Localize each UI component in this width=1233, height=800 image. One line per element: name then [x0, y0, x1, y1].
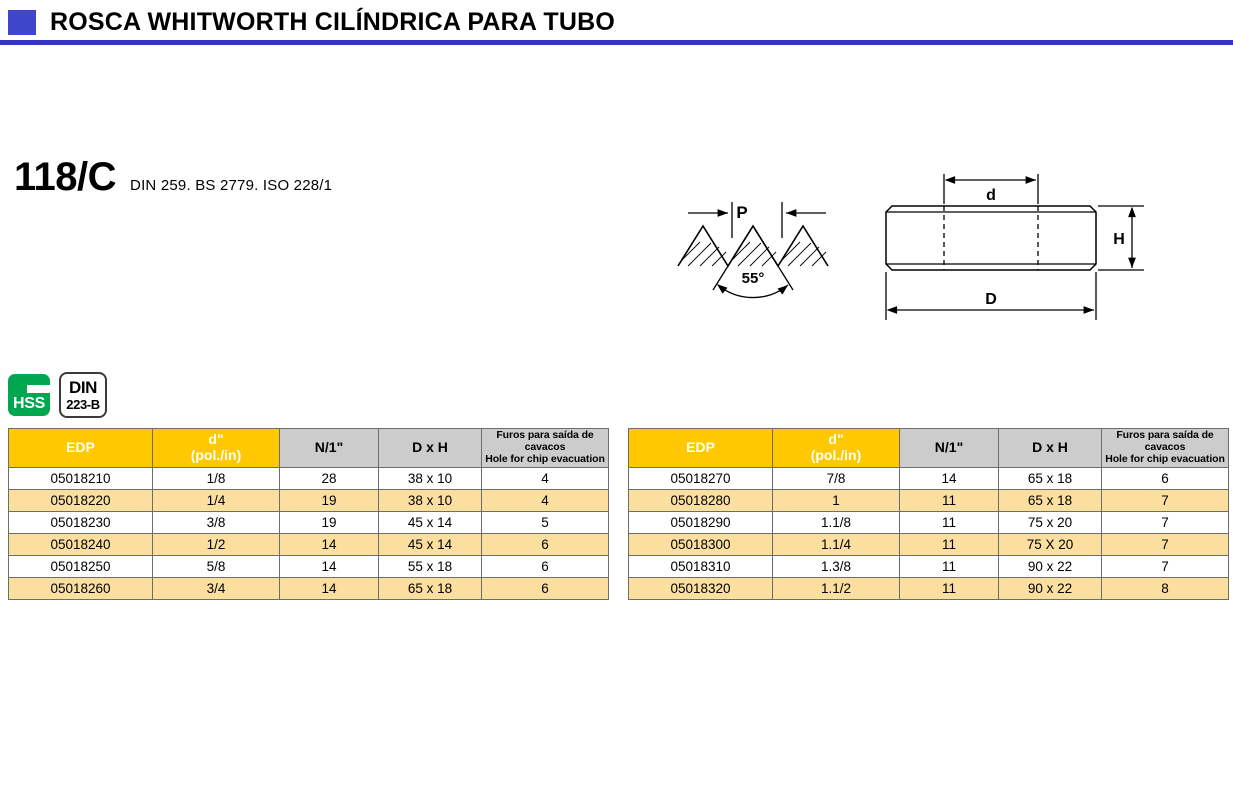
- cell-diameter: 1.3/8: [773, 556, 900, 578]
- cell-diameter: 1.1/2: [773, 578, 900, 600]
- table-body: [9, 468, 609, 600]
- spec-table-right: [628, 428, 1229, 600]
- cell-dimensions: 75 x 20: [999, 512, 1102, 534]
- din-label: DIN: [68, 378, 98, 397]
- table-header-row: [629, 429, 1229, 468]
- cell-dimensions: 55 x 18: [379, 556, 482, 578]
- table-body: [629, 468, 1229, 600]
- column-header-dimensions: D x H: [999, 429, 1102, 468]
- cell-threads: 14: [900, 468, 999, 490]
- cell-dimensions: 38 x 10: [379, 468, 482, 490]
- technical-drawings: [670, 160, 1190, 340]
- column-header-dimensions: D x H: [379, 429, 482, 468]
- table-row: [9, 556, 609, 578]
- cell-diameter: 3/4: [153, 578, 280, 600]
- cell-holes: 7: [1102, 490, 1229, 512]
- cell-edp: 05018280: [629, 490, 773, 512]
- cell-holes: 6: [482, 578, 609, 600]
- column-header-diameter-line2: (pol./in): [190, 447, 242, 463]
- table-row: [9, 490, 609, 512]
- din-badge: [59, 372, 107, 418]
- cell-dimensions: 90 x 22: [999, 578, 1102, 600]
- cell-edp: 05018270: [629, 468, 773, 490]
- cell-diameter: 1/4: [153, 490, 280, 512]
- product-code: 118/C: [14, 155, 117, 199]
- cell-threads: 11: [900, 556, 999, 578]
- table-header: [9, 429, 609, 468]
- inner-diameter-label: d: [986, 187, 996, 204]
- die-body-drawing: [886, 174, 1144, 320]
- pitch-label: P: [736, 203, 748, 222]
- cell-holes: 8: [1102, 578, 1229, 600]
- cell-edp: 05018210: [9, 468, 153, 490]
- table-row: [629, 556, 1229, 578]
- cell-diameter: 1.1/4: [773, 534, 900, 556]
- cell-edp: 05018260: [9, 578, 153, 600]
- table-row: [9, 468, 609, 490]
- column-header-threads: N/1": [280, 429, 379, 468]
- cell-threads: 14: [280, 578, 379, 600]
- cell-diameter: 1: [773, 490, 900, 512]
- cell-diameter: 1.1/8: [773, 512, 900, 534]
- cell-threads: 11: [900, 534, 999, 556]
- column-header-holes: [1102, 429, 1229, 468]
- cell-threads: 14: [280, 534, 379, 556]
- cell-holes: 7: [1102, 512, 1229, 534]
- cell-edp: 05018320: [629, 578, 773, 600]
- cell-dimensions: 38 x 10: [379, 490, 482, 512]
- table-row: [629, 578, 1229, 600]
- cell-edp: 05018240: [9, 534, 153, 556]
- cell-diameter: 3/8: [153, 512, 280, 534]
- cell-threads: 14: [280, 556, 379, 578]
- cell-edp: 05018250: [9, 556, 153, 578]
- column-header-threads: N/1": [900, 429, 999, 468]
- cell-holes: 7: [1102, 556, 1229, 578]
- cell-holes: 6: [482, 556, 609, 578]
- cell-dimensions: 45 x 14: [379, 534, 482, 556]
- outer-diameter-label: D: [985, 291, 997, 308]
- column-header-diameter-line1: d": [828, 431, 844, 448]
- table-row: [629, 534, 1229, 556]
- table-row: [9, 578, 609, 600]
- cell-holes: 6: [1102, 468, 1229, 490]
- height-label: H: [1113, 231, 1125, 248]
- cell-dimensions: 75 X 20: [999, 534, 1102, 556]
- column-header-diameter: [153, 429, 280, 468]
- page-title: ROSCA WHITWORTH CILÍNDRICA PARA TUBO: [50, 8, 616, 36]
- cell-edp: 05018290: [629, 512, 773, 534]
- table-row: [629, 468, 1229, 490]
- hss-notch: [27, 385, 50, 393]
- cell-holes: 4: [482, 468, 609, 490]
- column-header-holes-line1: Furos para saída de cavacos: [1116, 429, 1214, 454]
- cell-holes: 6: [482, 534, 609, 556]
- cell-diameter: 7/8: [773, 468, 900, 490]
- cell-dimensions: 65 x 18: [999, 468, 1102, 490]
- cell-holes: 7: [1102, 534, 1229, 556]
- column-header-edp: EDP: [629, 429, 773, 468]
- hss-label: HSS: [13, 395, 45, 412]
- table-row: [9, 512, 609, 534]
- product-standards: DIN 259. BS 2779. ISO 228/1: [130, 177, 333, 194]
- table-header-row: [9, 429, 609, 468]
- column-header-diameter-line2: (pol./in): [810, 447, 862, 463]
- cell-diameter: 5/8: [153, 556, 280, 578]
- cell-dimensions: 65 x 18: [999, 490, 1102, 512]
- cell-edp: 05018310: [629, 556, 773, 578]
- cell-edp: 05018230: [9, 512, 153, 534]
- cell-edp: 05018300: [629, 534, 773, 556]
- cell-diameter: 1/2: [153, 534, 280, 556]
- badge-group: [8, 372, 107, 418]
- cell-dimensions: 65 x 18: [379, 578, 482, 600]
- page-header: [0, 0, 1233, 52]
- table-header: [629, 429, 1229, 468]
- thread-angle-label: 55°: [741, 270, 765, 287]
- cell-diameter: 1/8: [153, 468, 280, 490]
- hss-badge: [8, 374, 50, 416]
- cell-edp: 05018220: [9, 490, 153, 512]
- column-header-diameter-line1: d": [208, 431, 224, 448]
- product-code-block: [14, 155, 332, 200]
- cell-threads: 11: [900, 490, 999, 512]
- header-marker-square: [8, 10, 36, 35]
- cell-holes: 5: [482, 512, 609, 534]
- column-header-diameter: [773, 429, 900, 468]
- column-header-holes: [482, 429, 609, 468]
- column-header-edp: EDP: [9, 429, 153, 468]
- cell-threads: 19: [280, 490, 379, 512]
- cell-threads: 11: [900, 512, 999, 534]
- spec-table-left: [8, 428, 609, 600]
- cell-dimensions: 90 x 22: [999, 556, 1102, 578]
- cell-threads: 11: [900, 578, 999, 600]
- header-divider: [0, 40, 1233, 45]
- table-row: [629, 490, 1229, 512]
- column-header-holes-line1: Furos para saída de cavacos: [496, 429, 594, 454]
- din-number-label: 223-B: [66, 397, 100, 412]
- cell-holes: 4: [482, 490, 609, 512]
- column-header-holes-line2: Hole for chip evacuation: [485, 452, 605, 465]
- cell-threads: 19: [280, 512, 379, 534]
- drawings-svg: [670, 160, 1190, 340]
- cell-threads: 28: [280, 468, 379, 490]
- column-header-holes-line2: Hole for chip evacuation: [1105, 452, 1225, 465]
- table-row: [9, 534, 609, 556]
- table-row: [629, 512, 1229, 534]
- cell-dimensions: 45 x 14: [379, 512, 482, 534]
